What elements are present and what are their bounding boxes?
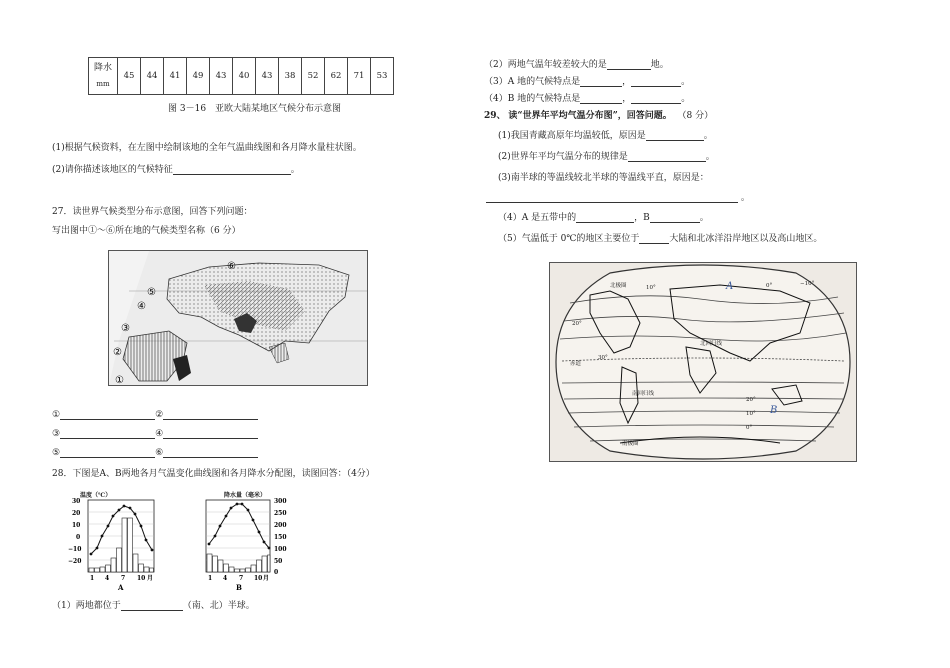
climate-chart-b [186,490,298,594]
q29-3: (3)南半球的等温线较北半球的等温线平直，原因是： [498,173,709,183]
q27-answer-row: ③ ④ [52,429,258,439]
x-tick-label: 7 [121,575,126,582]
q28-3: （3）A 地的气候特点是 ， 。 [484,77,691,87]
x-tick-label: 月 [263,575,270,582]
answer-blank[interactable] [576,213,634,223]
map-label-a: A [726,281,734,292]
answer-blank[interactable] [628,152,706,162]
isotherm-label: 20° [572,321,582,327]
q29-1: (1)我国青藏高原年均温较低，原因是 。 [498,131,713,141]
precip-cell: 45 [118,58,141,95]
map-label-arctic: 北极圈 [610,283,627,289]
q27-instruction: 写出图中①～⑥所在地的气候类型名称（6 分） [52,226,241,236]
world-temperature-map [549,262,857,462]
climate-type-map [108,250,368,386]
answer-blank[interactable] [163,448,258,458]
map-label-equator: 赤道 [570,361,582,367]
answer-blank[interactable] [580,77,622,87]
answer-blank[interactable] [607,60,651,70]
answer-blank[interactable] [163,429,258,439]
y-tick-label: −10 [68,546,82,553]
map-label-b: B [770,405,778,416]
y2-tick-label: 300 [274,498,287,505]
answer-blank[interactable] [60,410,155,420]
q27-title: 27．读世界气候类型分布示意图，回答下列问题： [52,207,253,217]
answer-blank[interactable] [646,131,704,141]
chart-name: B [236,583,242,592]
answer-blank[interactable] [580,94,622,104]
precip-cell: 43 [210,58,233,95]
isotherm-label: 10° [746,411,756,417]
map-label-tropic-n: 北回归线 [700,341,723,347]
q26-item1: (1)根据气候资料，在左图中绘制该地的全年气温曲线图和各月降水量柱状图。 [52,143,362,153]
answer-blank[interactable] [60,429,155,439]
map-label: ① [115,375,124,385]
q29-title: 29、 读“世界年平均气温分布图”，回答问题。 （8 分） [484,111,714,121]
precipitation-axis-label: 降水量（毫米） [224,492,267,499]
y-tick-label: −20 [68,558,82,565]
answer-blank[interactable] [631,94,681,104]
precip-cell: 49 [187,58,210,95]
answer-blank[interactable] [173,165,291,175]
x-tick-label: 4 [223,575,228,582]
y-tick-label: 0 [76,534,81,541]
precip-cell: 41 [164,58,187,95]
precip-cell: 43 [256,58,279,95]
q29-2: (2)世界年平均气温分布的规律是 。 [498,152,715,162]
map-label-antarctic: 南极圈 [622,441,639,447]
y2-tick-label: 200 [274,522,287,529]
precip-cell: 52 [302,58,325,95]
isotherm-label: −10° [800,281,815,287]
map-label: ② [113,347,122,358]
q27-answer-row: ⑤ ⑥ [52,448,258,458]
map-label: ③ [121,323,130,334]
q26-item2: (2)请你描述该地区的气候特征 。 [52,165,300,175]
x-tick-label: 10 [137,575,146,582]
y-tick-label: 20 [72,510,81,517]
q28-1: （1）两地都位于 （南、北）半球。 [52,601,255,611]
answer-blank[interactable] [121,601,183,611]
precip-row-label: 降水 mm [89,58,118,95]
y2-tick-label: 50 [274,558,283,565]
answer-blank[interactable] [639,234,669,244]
answer-blank[interactable] [650,213,700,223]
q28-2: （2）两地气温年较差较大的是 地。 [484,60,669,70]
y2-tick-label: 0 [274,569,279,576]
isotherm-label: 0° [766,283,773,289]
answer-blank[interactable] [631,77,681,87]
q28-title: 28．下图是A、B两地各月气温变化曲线图和各月降水分配图，读图回答：（4分） [52,469,375,479]
q29-4: （4）A 是五带中的 ，B 。 [498,213,709,223]
q29-3-answer: 。 [486,190,750,203]
y2-tick-label: 100 [274,546,287,553]
figure-caption: 图 3－16 亚欧大陆某地区气候分布示意图 [168,104,342,114]
map-label: ⑤ [147,287,156,298]
x-tick-label: 10 [254,575,263,582]
x-tick-label: 1 [90,575,95,582]
y2-tick-label: 150 [274,534,287,541]
x-tick-label: 7 [239,575,244,582]
answer-blank[interactable] [486,193,738,203]
precip-cell: 71 [348,58,371,95]
isotherm-label: 0° [746,425,753,431]
map-label: ④ [137,301,146,312]
precip-cell: 38 [279,58,302,95]
answer-blank[interactable] [163,410,258,420]
climate-chart-a [66,490,178,594]
precip-cell: 53 [371,58,394,95]
precipitation-table [88,57,394,95]
x-tick-label: 4 [105,575,110,582]
y-tick-label: 10 [72,522,81,529]
isotherm-label: 20° [746,397,756,403]
precip-cell: 44 [141,58,164,95]
isotherm-label: 10° [646,285,656,291]
map-label: ⑥ [227,261,236,272]
x-tick-label: 月 [147,575,154,582]
chart-name: A [118,583,124,592]
temperature-axis-label: 温度（℃） [80,492,112,499]
q28-4: （4）B 地的气候特点是 ， 。 [484,94,691,104]
y-tick-label: 30 [72,498,81,505]
map-label-tropic-s: 南回归线 [632,391,655,397]
precip-cell: 62 [325,58,348,95]
y2-tick-label: 250 [274,510,287,517]
q27-answer-row: ① ② [52,410,258,420]
precip-cell: 40 [233,58,256,95]
answer-blank[interactable] [60,448,155,458]
x-tick-label: 1 [208,575,213,582]
isotherm-label: 30° [598,355,608,361]
q29-5: （5）气温低于 0℃的地区主要位于 大陆和北冰洋沿岸地区以及高山地区。 [498,234,823,244]
